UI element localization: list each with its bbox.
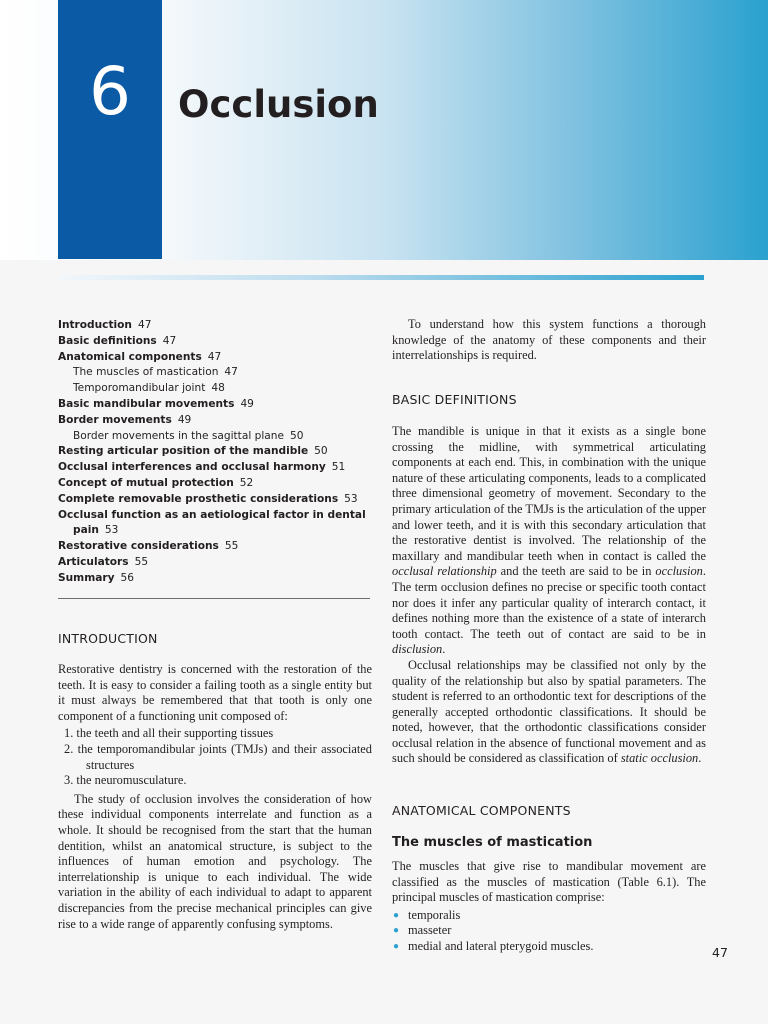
introduction-paragraph-1: Restorative dentistry is concerned with the restoration of the teeth. It is easy to consider a failing tooth as a single entity but it must always be remembered that that tooth is only one component of a functioning unit composed of: xyxy=(58,662,372,723)
list-item: 3. the neuromusculature. xyxy=(64,773,187,788)
muscles-of-mastication-heading: The muscles of mastication xyxy=(392,835,593,850)
toc-entry xyxy=(58,318,372,334)
emphasis-disclusion: disclusion xyxy=(392,642,443,657)
toc-entry-label: The muscles of mastication xyxy=(73,366,219,379)
list-item-label: medial and lateral pterygoid muscles. xyxy=(408,938,594,953)
introduction-body xyxy=(58,662,372,932)
page-number: 47 xyxy=(712,945,728,960)
list-item xyxy=(392,939,706,955)
toc-entry-label: Articulators xyxy=(58,555,129,568)
toc-entry xyxy=(58,476,372,492)
introduction-list xyxy=(58,726,372,788)
toc-entry-page: 56 xyxy=(120,571,135,584)
toc-entry xyxy=(58,381,372,397)
toc-entry xyxy=(58,460,372,476)
bullet-icon: ● xyxy=(393,925,400,937)
toc-entry-page: 49 xyxy=(240,397,254,410)
toc-entry-label: Restorative considerations xyxy=(58,540,219,553)
toc-entry-label: Basic definitions xyxy=(58,334,157,347)
basic-definitions-heading: BASIC DEFINITIONS xyxy=(392,392,517,407)
emphasis-occlusion: occlusion xyxy=(655,564,703,579)
list-item: 1. the teeth and all their supporting tissues xyxy=(64,726,274,741)
toc-entry-label: Border movements in the sagittal plane xyxy=(73,429,285,442)
toc-entry-label: Resting articular position of the mandible xyxy=(58,445,309,458)
toc-entry xyxy=(58,429,372,445)
bullet-icon: ● xyxy=(393,909,400,921)
toc-entry-label: Summary xyxy=(58,571,115,584)
toc-entry xyxy=(58,555,372,571)
table-of-contents xyxy=(58,318,372,587)
toc-entry-page: 51 xyxy=(331,461,346,474)
text-segment: Occlusal relationships may be classified not only by the quality of the relationship but also by spatial parameters. The student is referred to an orthodontic text for descriptions of the generally accepted orthodontic classifications. It should be noted, however, that the orthodontic classifications consider occlusal relation in the absence of functional movement and as such should be considered as classification of xyxy=(392,657,706,766)
chapter-number: 6 xyxy=(89,53,131,130)
toc-entry xyxy=(58,444,372,460)
anatomical-components-heading: ANATOMICAL COMPONENTS xyxy=(392,803,571,818)
toc-entry-label: Occlusal function as an aetiological factor in dental pain xyxy=(58,508,366,537)
list-item: 2. the temporomandibular joints (TMJs) and their associated structures xyxy=(64,741,372,772)
toc-entry-page: 48 xyxy=(211,382,225,395)
toc-entry-page: 49 xyxy=(177,413,192,426)
text-segment: The mandible is unique in that it exists as a single bone crossing the midline, with symmetrical articulating components at each end. This, in combination with the unique nature of these articulating components, leads to a complicated three dimensional geometry of movement. Secondary to the primary articulation of the TMJs is the articulation of the upper and lower teeth, and it is with this secondary articulation that the restorative dentist is involved. The relationship of the maxillary and mandibular teeth when in contact is called the xyxy=(392,424,706,563)
toc-entry xyxy=(58,350,372,366)
basic-definitions-body xyxy=(392,424,706,767)
right-intro-paragraph: To understand how this system functions a thorough knowledge of the anatomy of these components and their interrelationships is required. xyxy=(392,317,706,363)
basic-definitions-paragraph-1 xyxy=(392,424,706,658)
toc-entry-page: 53 xyxy=(344,492,358,505)
toc-divider xyxy=(58,598,370,599)
text-segment: . xyxy=(698,751,702,766)
text-segment: . The term occlusion defines no precise or specific tooth contact nor does it infer any particular quality of interarch contact, it defines nothing more than the existence of a state of interarch tooth contact. The teeth out of contact are said to be in xyxy=(392,564,706,641)
toc-entry-label: Occlusal interferences and occlusal harmony xyxy=(58,461,326,474)
toc-entry-page: 55 xyxy=(134,555,149,568)
toc-entry-label: Basic mandibular movements xyxy=(58,397,235,410)
toc-entry-label: Anatomical components xyxy=(58,350,202,363)
muscles-list xyxy=(392,908,706,955)
toc-entry-page: 55 xyxy=(224,540,239,553)
toc-entry xyxy=(58,334,372,350)
chapter-title: Occlusion xyxy=(178,83,379,126)
text-segment: and the teeth are said to be in xyxy=(496,564,656,579)
text-segment: . xyxy=(442,642,446,657)
toc-entry-label: Introduction xyxy=(58,319,132,331)
toc-entry xyxy=(58,571,372,587)
toc-entry-page: 47 xyxy=(137,319,152,331)
toc-entry-label: Border movements xyxy=(58,413,172,426)
toc-entry-label: Concept of mutual protection xyxy=(58,476,234,489)
toc-entry-page: 52 xyxy=(239,476,254,489)
introduction-heading: INTRODUCTION xyxy=(58,631,158,646)
toc-entry-label: Temporomandibular joint xyxy=(73,382,206,395)
toc-entry xyxy=(58,365,372,381)
toc-entry xyxy=(58,397,372,413)
toc-entry-label: Complete removable prosthetic considerations xyxy=(58,492,339,505)
list-item xyxy=(392,908,706,924)
toc-entry xyxy=(58,508,372,540)
toc-entry xyxy=(58,492,372,508)
toc-entry-page: 53 xyxy=(104,524,119,537)
toc-entry-page: 47 xyxy=(207,350,222,363)
basic-definitions-paragraph-2 xyxy=(392,658,706,767)
toc-entry-page: 50 xyxy=(290,429,304,442)
list-item-label: temporalis xyxy=(408,907,461,922)
toc-entry-page: 47 xyxy=(224,366,238,379)
emphasis-static-occlusion: static occlusion xyxy=(620,751,699,766)
muscles-paragraph: The muscles that give rise to mandibular movement are classified as the muscles of mastication (Table 6.1). The principal muscles of mastication comprise: xyxy=(392,859,706,905)
toc-entry xyxy=(58,413,372,429)
list-item-label: masseter xyxy=(408,923,452,938)
introduction-paragraph-2: The study of occlusion involves the consideration of how these individual components interrelate and function as a whole. It should be recognised from the start that the human dentition, whilst an anatomical structure, is subject to the influences of human emotion and psychology. The interrelationship is unique to each individual. The wide variation in the ability of each individual to adapt to apparent discrepancies from the precise mechanical principles can give rise to a wide range of apparently confusing symptoms. xyxy=(58,791,372,931)
toc-entry xyxy=(58,539,372,555)
emphasis-occlusal-relationship: occlusal relationship xyxy=(392,564,497,579)
header-rule xyxy=(58,275,704,280)
muscles-body xyxy=(392,859,706,955)
bullet-icon: ● xyxy=(393,940,400,952)
toc-entry-page: 47 xyxy=(162,334,177,347)
right-intro-paragraph-block xyxy=(392,317,706,364)
list-item xyxy=(392,923,706,939)
toc-entry-page: 50 xyxy=(314,445,328,458)
